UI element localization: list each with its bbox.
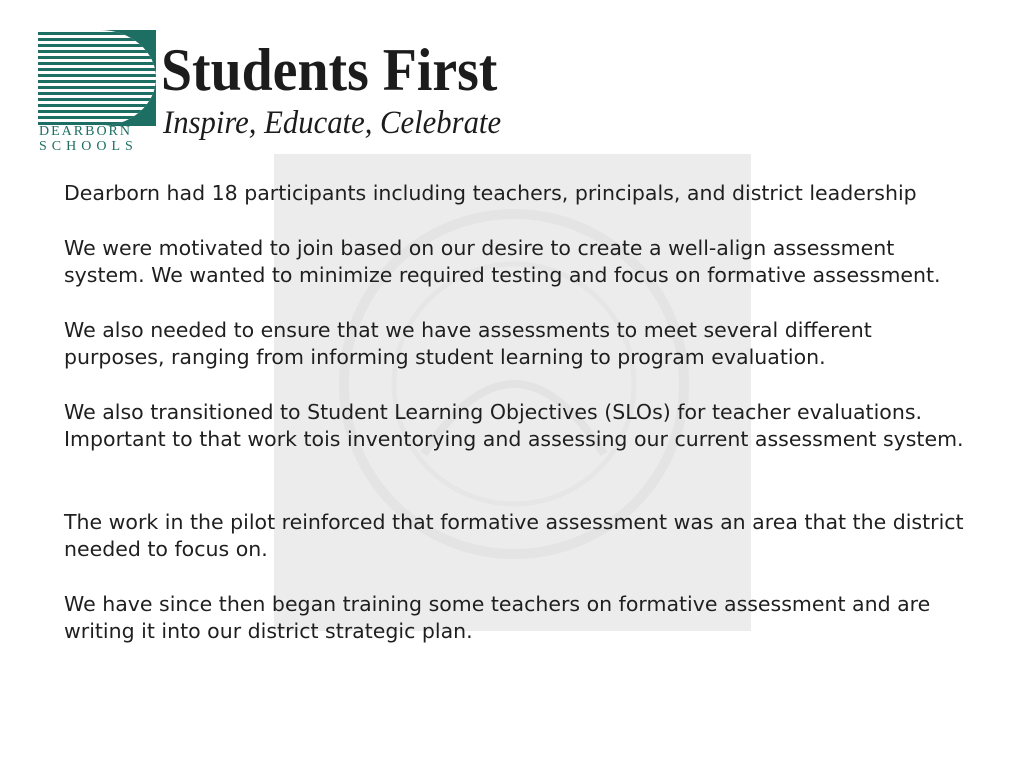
tagline: Inspire, Educate, Celebrate: [163, 105, 502, 141]
page-title: Students First: [161, 37, 498, 103]
paragraph-training: We have since then began training some teachers on formative assessment and are writing it into our district strategic plan.: [64, 591, 931, 643]
logo-text-dearborn: DEARBORN: [39, 124, 133, 139]
body-content: [64, 180, 974, 646]
paragraph-purposes: We also needed to ensure that we have assessments to meet several different purposes, ranging from informing student learning to program evaluation.: [64, 317, 872, 369]
paragraph-pilot: The work in the pilot reinforced that formative assessment was an area that the district needed to focus on.: [64, 509, 964, 561]
paragraph-participants: Dearborn had 18 participants including teachers, principals, and district leadership: [64, 181, 917, 205]
paragraph-motivation: We were motivated to join based on our desire to create a well-align assessment system. We wanted to minimize required testing and focus on formative assessment.: [64, 235, 941, 287]
logo-text-schools: SCHOOLS: [39, 139, 138, 154]
paragraph-slos: We also transitioned to Student Learning Objectives (SLOs) for teacher evaluations. Important to that work tois inventorying and assessing our current assessment system.: [64, 399, 964, 451]
dearborn-schools-logo-icon: [38, 30, 156, 126]
